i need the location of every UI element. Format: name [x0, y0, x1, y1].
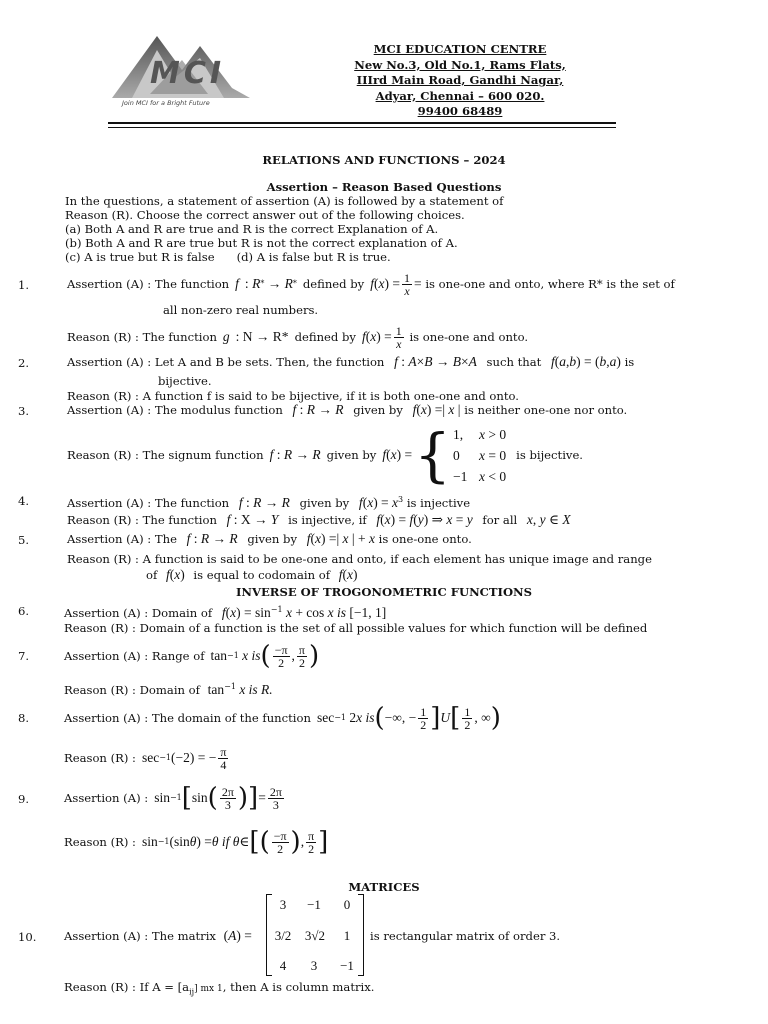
question-number: 3.	[18, 404, 30, 418]
assertion-label: Assertion (A) :	[67, 403, 152, 417]
given-by-text: given by	[299, 495, 350, 510]
q10-reason	[64, 980, 374, 999]
q10-assertion: Assertion (A) : The matrix (A) =	[64, 928, 252, 943]
intro-line-3: (a) Both A and R are true and R is the correct Explanation of A.	[65, 222, 439, 236]
q5-reason-line-2: of f(x) is equal to codomain of f(x)	[146, 567, 358, 582]
q3-assertion-tail: is neither one-one nor onto.	[464, 403, 628, 417]
address-line-3: Adyar, Chennai – 600 020.	[375, 88, 545, 103]
instructions	[65, 194, 503, 264]
q3-assertion: Assertion (A) : The modulus function f : R → R given by f(x) =| x | is neither one-one nor onto.	[67, 402, 628, 417]
q5-assertion-text: The	[154, 532, 177, 546]
q10-reason-text: If A = [a	[139, 980, 190, 994]
matrix-cell: 3	[279, 897, 287, 912]
institute-name: MCI EDUCATION CENTRE	[373, 42, 547, 56]
q3-reason-text: The signum function	[142, 448, 264, 462]
q3-reason-tail: is bijective.	[516, 448, 583, 462]
given-by-text: given by	[353, 403, 403, 417]
matrix-cell: −1	[307, 897, 321, 912]
address-block	[330, 42, 590, 120]
matrix	[266, 894, 364, 976]
q10-reason-tail: , then A is column matrix.	[222, 980, 375, 994]
q8-reason: Reason (R) : sec −1 (−2) = − $\frac{\pi}{4}$	[64, 744, 227, 772]
matrix-cell: 3√2	[304, 928, 326, 943]
q6-assertion: Assertion (A) : Domain of $f(x) = \sin^{-1} x + \cos x$ is [−1, 1]	[64, 604, 387, 620]
q3-reason: Reason (R) : The signum function f : R → R given by f ( x ) = { 1, x > 0 0 x = 0 −1 x < 0 is bijective.	[67, 421, 583, 489]
question-number: 5.	[18, 533, 30, 547]
q5-reason	[67, 552, 652, 566]
option-c: (c) A is true but R is false	[65, 250, 215, 264]
option-d: (d) A is false but R is true.	[236, 250, 391, 264]
q1-assertion: Assertion (A) : The function f : R * → R * defined by f ( x ) = $\frac{1}{x}$ = is one-one and onto, where R* is the set of	[67, 270, 675, 298]
assertion-label: Assertion (A) :	[64, 711, 149, 725]
q5-reason-codomain: is equal to codomain of	[193, 568, 331, 582]
defined-by-text: defined by	[294, 330, 356, 344]
logo	[112, 30, 262, 110]
address-line-2: IIIrd Main Road, Gandhi Nagar,	[356, 73, 564, 87]
q9-assertion: Assertion (A) : sin −1 [ sin ( $\frac{2\pi}{3}$ ) ] = $\frac{2\pi}{3}$	[64, 783, 282, 813]
question-number: 1.	[18, 278, 30, 292]
assertion-label: Assertion (A) :	[67, 277, 152, 291]
reason-label: Reason (R) :	[67, 389, 139, 403]
q10-subscript-order: ] mx 1	[194, 984, 223, 994]
matrices-heading: MATRICES	[348, 880, 420, 894]
the-function-text: The function	[142, 330, 217, 344]
reason-label: Reason (R) :	[67, 552, 139, 566]
the-function-text: The function	[154, 495, 230, 510]
q2-assertion-line-2: bijective.	[158, 374, 212, 388]
reason-label: Reason (R) :	[64, 751, 136, 765]
matrix-cell: 1	[343, 928, 351, 943]
defined-by-text: defined by	[302, 277, 365, 291]
the-function-text: The function	[142, 513, 217, 527]
assertion-label: Assertion (A) :	[67, 495, 152, 510]
q2-assertion-text: Let A and B be sets. Then, the function	[154, 355, 385, 369]
assertion-label: Assertion (A) :	[64, 649, 149, 663]
q5-assertion: Assertion (A) : The f : R → R given by f(x) =| x | + x is one-one onto.	[67, 531, 472, 546]
q10-subscript-ij: ij	[189, 987, 195, 997]
assertion-label: Assertion (A) :	[67, 532, 152, 546]
q5-reason-of: of	[146, 568, 158, 582]
intro-line-1: In the questions, a statement of assertion (A) is followed by a statement of	[65, 194, 504, 208]
matrix-cell: 0	[343, 897, 351, 912]
reason-label: Reason (R) :	[67, 448, 139, 462]
q7-reason: Reason (R) : Domain of $\tan^{-1} x$ is R.	[64, 681, 273, 697]
reason-label: Reason (R) :	[67, 330, 139, 344]
question-number: 6.	[18, 604, 30, 618]
q7-reason-text: Domain of	[139, 682, 200, 697]
q4-assertion: Assertion (A) : The function f : R → R given by $f(x) = x^3$ is injective	[67, 494, 471, 510]
header-rule-thin	[108, 127, 616, 128]
question-number: 4.	[18, 494, 30, 508]
q1-reason: Reason (R) : The function g : N → R* defined by f ( x ) = $\frac{1}{x}$ is one-one and onto.	[67, 323, 529, 351]
assertion-label: Assertion (A) :	[64, 605, 149, 620]
reason-label: Reason (R) :	[64, 621, 136, 635]
piecewise-cases: 1, x > 0 0 x = 0 −1 x < 0	[452, 426, 507, 484]
piecewise-brace: {	[414, 421, 451, 489]
matrix-cell: 3	[310, 958, 318, 973]
intro-line-5	[65, 250, 503, 264]
reason-label: Reason (R) :	[64, 980, 136, 994]
q4-reason-mid: is injective, if	[288, 513, 367, 527]
intro-line-4: (b) Both A and R are true but R is not the correct explanation of A.	[65, 236, 458, 250]
q6-reason	[64, 621, 647, 635]
question-number: 7.	[18, 649, 30, 663]
q10-assertion-text: The matrix	[151, 929, 216, 943]
q4-reason-for-all: for all	[482, 513, 518, 527]
reason-label: Reason (R) :	[67, 513, 139, 527]
q9-reason: Reason (R) : sin −1 (sin θ ) = θ if θ ∈ [ ( $\frac{-\pi}{2}$ ) , $\frac{\pi}{2}$ ]	[64, 827, 329, 857]
q2-assertion: Assertion (A) : Let A and B be sets. Then, the function f : A×B → B×A such that f(a,b) = (b,a) is	[67, 354, 635, 369]
q4-reason: Reason (R) : The function f : X → Y is injective, if f(x) = f(y) ⇒ x = y for all x, y ∈ X	[67, 512, 571, 527]
q7-assertion: Assertion (A) : Range of tan −1 x is ( $\frac{-\pi}{2}$ , $\frac{\pi}{2}$ )	[64, 641, 320, 671]
q8-assertion-text: The domain of the function	[151, 711, 311, 725]
phone-number: 99400 68489	[417, 104, 503, 118]
matrix-cell: −1	[340, 958, 354, 973]
question-number: 2.	[18, 356, 30, 370]
is-text: is	[624, 355, 635, 369]
q8-assertion: Assertion (A) : The domain of the function sec −1 2 x is ( −∞, − $\frac{1}{2}$ ] U [ $\frac{1}{2}$ , ∞ )	[64, 703, 501, 733]
reason-label: Reason (R) :	[64, 835, 136, 849]
q1-reason-tail: is one-one and onto.	[409, 330, 529, 344]
reason-label: Reason (R) :	[64, 682, 136, 697]
section-heading: Assertion – Reason Based Questions	[266, 180, 502, 194]
q2-such-that: such that	[486, 355, 542, 369]
q10-assertion-tail: is rectangular matrix of order 3.	[370, 929, 561, 943]
address-line-1: New No.3, Old No.1, Rams Flats,	[354, 57, 566, 72]
given-by-text: given by	[247, 532, 298, 546]
assertion-label: Assertion (A) :	[64, 929, 149, 943]
q5-assertion-tail: is one-one onto.	[378, 532, 472, 546]
q5-reason-text: A function is said to be one-one and onto, if each element has unique image and range	[142, 552, 652, 566]
page-title: RELATIONS AND FUNCTIONS – 2024	[262, 153, 506, 167]
question-number: 10.	[18, 930, 37, 944]
logo-tagline: Join MCI for a Bright Future	[122, 99, 210, 107]
matrix-cell: 3/2	[274, 928, 292, 943]
assertion-label: Assertion (A) :	[64, 791, 149, 805]
q6-assertion-text: Domain of	[151, 605, 213, 620]
q3-assertion-text: The modulus function	[154, 403, 283, 417]
header-rule-thick	[108, 122, 616, 124]
given-by-text: given by	[326, 448, 377, 462]
q7-assertion-text: Range of	[151, 649, 205, 663]
question-number: 8.	[18, 711, 30, 725]
q2-reason-text: A function f is said to be bijective, if it is both one-one and onto.	[142, 389, 519, 403]
inverse-trig-heading: INVERSE OF TROGONOMETRIC FUNCTIONS	[235, 585, 533, 599]
logo-wordmark: MCI	[150, 56, 226, 91]
q4-assertion-tail: is injective	[406, 495, 471, 510]
matrix-cell: 4	[279, 958, 287, 973]
q1-assertion-line-2: all non-zero real numbers.	[163, 303, 319, 317]
assertion-label: Assertion (A) :	[67, 355, 152, 369]
question-number: 9.	[18, 792, 30, 806]
q6-reason-text: Domain of a function is the set of all possible values for which function will be defined	[139, 621, 648, 635]
q2-reason	[67, 389, 519, 403]
q1-assertion-tail: is one-one and onto, where R* is the set of	[425, 277, 675, 291]
intro-line-2: Reason (R). Choose the correct answer out of the following choices.	[65, 208, 465, 222]
the-function-text: The function	[154, 277, 230, 291]
